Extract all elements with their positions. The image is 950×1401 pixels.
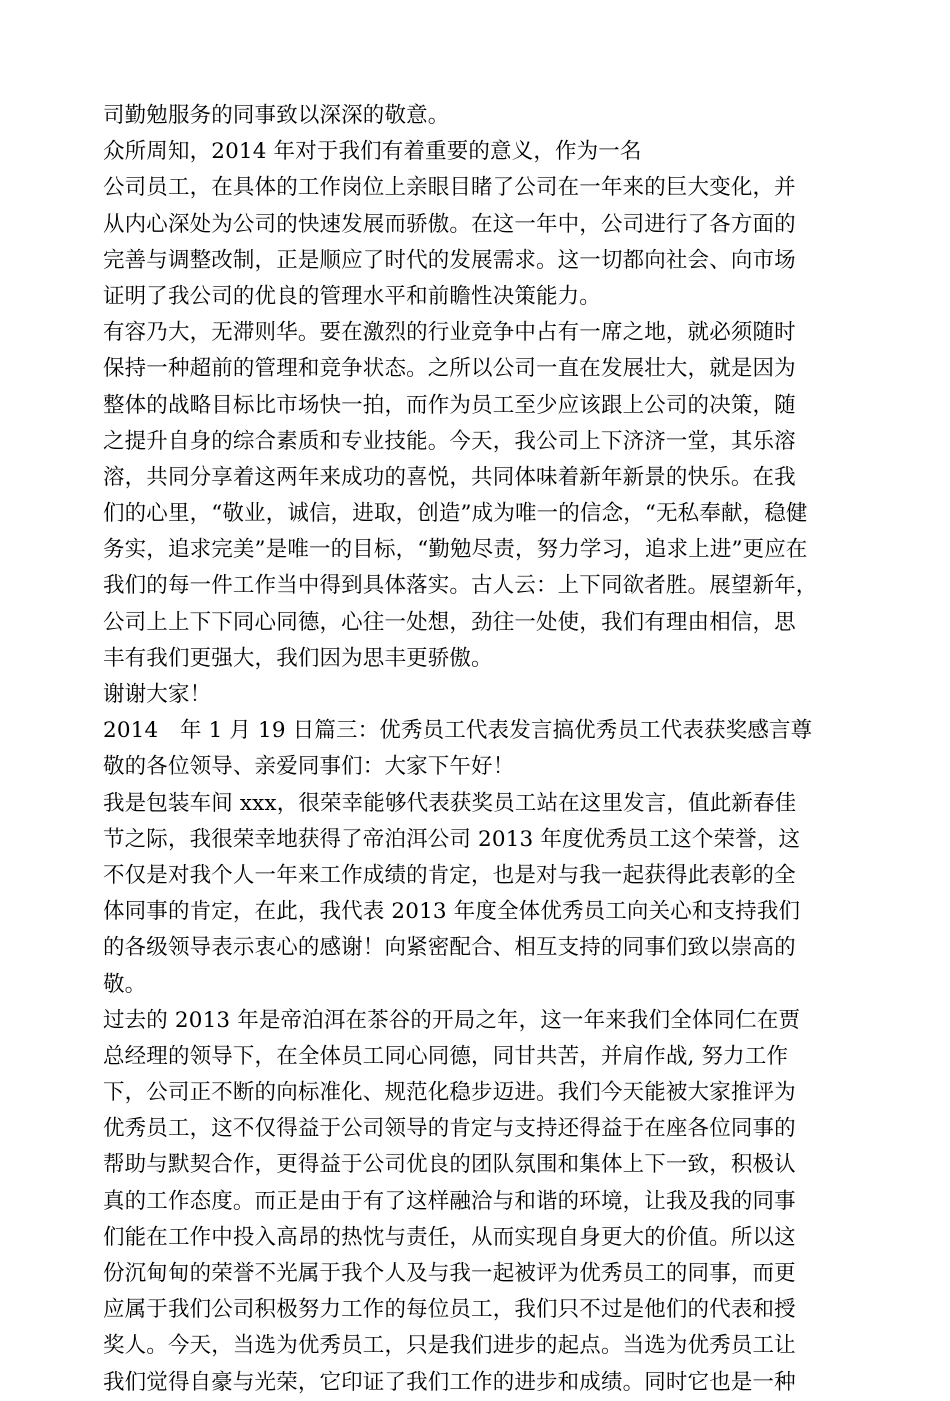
text-line: 我们觉得自豪与光荣，它印证了我们工作的进步和成绩。同时它也是一种 (103, 1369, 796, 1395)
text-line: 敬的各位领导、亲爱同事们：大家下午好！ (103, 754, 515, 780)
text-line: 们的心里，“敬业，诚信，进取，创造”成为唯一的信念，“无私奉献，稳健 (103, 501, 808, 527)
text-line: 丰有我们更强大，我们因为思丰更骄傲。 (103, 645, 493, 671)
text-line: 2014 年 1 月 19 日篇三：优秀员工代表发言搞优秀员工代表获奖感言尊 (103, 718, 813, 744)
text-line: 应属于我们公司积极努力工作的每位员工，我们只不过是他们的代表和授 (103, 1297, 796, 1323)
text-line: 谢谢大家！ (103, 682, 212, 707)
text-line: 份沉甸甸的荣誉不光属于我个人及与我一起被评为优秀员工的同事，而更 (103, 1261, 796, 1286)
text-line: 真的工作态度。而正是由于有了这样融洽与和谐的环境，让我及我的同事 (103, 1188, 796, 1214)
text-line: 不仅是对我个人一年来工作成绩的肯定，也是对与我一起获得此表彰的全 (103, 862, 796, 888)
text-line: 奖人。今天，当选为优秀员工，只是我们进步的起点。当选为优秀员工让 (103, 1333, 796, 1359)
text-line: 我是包装车间 xxx，很荣幸能够代表获奖员工站在这里发言，值此新春佳 (103, 790, 797, 816)
text-line: 下，公司正不断的向标准化、规范化稳步迈进。我们今天能被大家推评为 (103, 1080, 796, 1106)
text-line: 有容乃大，无滞则华。要在激烈的行业竞争中占有一席之地，就必须随时 (103, 320, 796, 346)
text-line: 整体的战略目标比市场快一拍，而作为员工至少应该跟上公司的决策，随 (103, 392, 796, 418)
text-line: 体同事的肯定，在此，我代表 2013 年度全体优秀员工向关心和支持我们 (103, 899, 801, 925)
text-line: 完善与调整改制，正是顺应了时代的发展需求。这一切都向社会、向市场 (103, 247, 796, 273)
text-line: 们能在工作中投入高昂的热忱与责任，从而实现自身更大的价值。所以这 (103, 1224, 796, 1250)
text-line: 的各级领导表示衷心的感谢！向紧密配合、相互支持的同事们致以崇高的 (103, 935, 796, 961)
text-line: 溶，共同分享着这两年来成功的喜悦，共同体味着新年新景的快乐。在我 (103, 464, 796, 490)
text-line: 优秀员工，这不仅得益于公司领导的肯定与支持还得益于在座各位同事的 (103, 1116, 796, 1142)
text-line: 节之际，我很荣幸地获得了帝泊洱公司 2013 年度优秀员工这个荣誉，这 (103, 826, 801, 852)
text-line: 公司上上下下同心同德，心往一处想，劲往一处使，我们有理由相信，思 (103, 609, 796, 635)
text-line: 众所周知，2014 年对于我们有着重要的意义，作为一名 (103, 139, 642, 165)
text-line: 保持一种超前的管理和竞争状态。之所以公司一直在发展壮大，就是因为 (103, 356, 796, 382)
text-line: 我们的每一件工作当中得到具体落实。古人云：上下同欲者胜。展望新年， (103, 573, 818, 599)
text-line: 公司员工，在具体的工作岗位上亲眼目睹了公司在一年来的巨大变化，并 (103, 175, 796, 201)
text-line: 帮助与默契合作，更得益于公司优良的团队氛围和集体上下一致，积极认 (103, 1152, 796, 1178)
document-body (103, 98, 873, 1401)
text-line: 务实，追求完美”是唯一的目标，“勤勉尽责，努力学习，追求上进”更应在 (103, 537, 808, 563)
text-line: 证明了我公司的优良的管理水平和前瞻性决策能力。 (103, 283, 601, 309)
text-line: 过去的 2013 年是帝泊洱在茶谷的开局之年，这一年来我们全体同仁在贾 (103, 1007, 801, 1033)
text-line: 敬。 (103, 971, 147, 997)
text-line: 从内心深处为公司的快速发展而骄傲。在这一年中，公司进行了各方面的 (103, 211, 796, 237)
text-line: 司勤勉服务的同事致以深深的敬意。 (103, 103, 450, 128)
text-line: 总经理的领导下，在全体员工同心同德，同甘共苦，并肩作战, 努力工作 (103, 1043, 789, 1069)
text-line: 之提升自身的综合素质和专业技能。今天，我公司上下济济一堂，其乐溶 (103, 428, 796, 454)
